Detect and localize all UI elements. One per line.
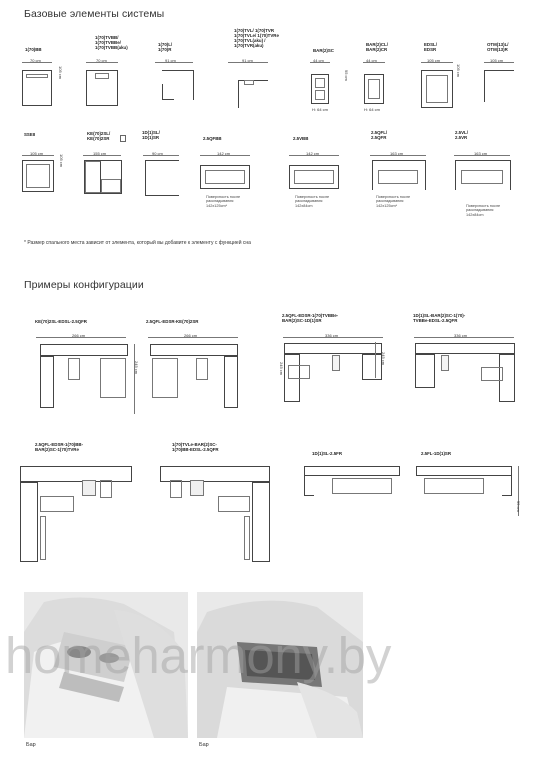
depth-label: 105 cm <box>58 66 63 80</box>
corner-run <box>252 482 270 562</box>
armrest <box>162 84 174 100</box>
seat <box>101 179 121 193</box>
seat <box>378 170 418 184</box>
width-label: 266 cm <box>184 333 198 338</box>
bar-photo-open <box>197 592 363 738</box>
unfold-note: Поверхность после раскладывания 142x84cm <box>466 204 501 217</box>
bar-module <box>82 480 96 496</box>
module-outline <box>289 165 339 189</box>
seat <box>152 358 178 398</box>
config-layout <box>160 466 270 564</box>
width-label: 105 cm <box>427 58 441 63</box>
unfold-note: Поверхность после раскладывания 142x125cm* <box>376 195 411 208</box>
watermark: homeharmony.by <box>5 627 392 684</box>
element-code: 2.5QFBB <box>203 136 222 141</box>
backrest <box>26 74 48 78</box>
seat <box>481 367 503 381</box>
width-label: 142 cm <box>217 151 231 156</box>
back-run <box>150 344 238 356</box>
bar-photo-closed <box>24 592 188 738</box>
end-module <box>502 476 512 496</box>
sofa-illustration <box>197 592 363 738</box>
bar-module <box>332 355 340 371</box>
module-outline <box>22 70 52 106</box>
width-label: 44 cm <box>366 58 377 63</box>
width-label: 266 cm <box>72 333 86 338</box>
chaise <box>85 161 101 193</box>
config-layout <box>415 343 515 403</box>
element-code: 1(70)L/ 1(70)R <box>158 42 173 52</box>
tv-insert <box>244 80 254 85</box>
depth-label: 245 cm <box>381 352 386 366</box>
bar-module <box>190 480 204 496</box>
bar-tray <box>368 79 380 99</box>
element-code: EDSL/ EDSR <box>424 42 437 52</box>
element-code: 1(70)BB <box>25 47 42 52</box>
seat <box>218 496 250 512</box>
width-label: 105 cm <box>490 58 504 63</box>
section-title-config-examples: Примеры конфигурации <box>24 279 144 291</box>
depth-label: 95 cm <box>344 70 349 81</box>
width-label: 70 cm <box>96 58 107 63</box>
element-code: SSEII <box>24 132 36 137</box>
width-label: 70 cm <box>30 58 41 63</box>
chaise-run <box>224 356 238 408</box>
element-code: BAR(2)CL/ BAR(2)CR <box>366 42 388 52</box>
seat <box>100 358 126 398</box>
dimension-line <box>134 344 135 414</box>
cupholder-panel <box>315 90 325 100</box>
config-code: KE(70)2SL-EDSL-2.5QFR <box>35 319 87 324</box>
config-code: 1D(1)SL-BAR(2)SC-1(70)- TVBBe-EDSL-2.5QFR <box>413 313 466 323</box>
depth-label: 105 cm <box>456 64 461 78</box>
seat <box>426 75 448 103</box>
width-label: 44 cm <box>313 58 324 63</box>
seat <box>40 496 74 512</box>
back-run <box>284 343 382 354</box>
photo-caption: Бар <box>26 742 36 748</box>
photo-caption: Бар <box>199 742 209 748</box>
seat <box>424 478 484 494</box>
corner-run <box>20 482 38 562</box>
depth-label: 245 cm <box>279 362 284 376</box>
config-code: 2.5QFL-EDSR-1(70)TVBBe- BAR(2)SC-1D(1)SR <box>282 313 339 323</box>
config-layout <box>416 466 512 496</box>
module-outline <box>200 165 250 189</box>
sofa-illustration <box>24 592 188 738</box>
element-code: KE(70)2SL/ KE(70)2SR <box>87 131 111 141</box>
bar-module <box>441 355 449 371</box>
width-label: 105 cm <box>30 151 44 156</box>
element-code: OTM(13)L/ OTM(13)R <box>487 42 509 52</box>
tv-module <box>100 480 112 498</box>
element-code: 1(70)TVL/ 1(70)TVR 1(70)TVLe/ 1(70)TVRe 1(70)TVL(aku) / 1(70)TVR(aku) <box>234 28 279 48</box>
tv-module <box>170 480 182 498</box>
config-layout <box>304 466 400 496</box>
config-layout <box>20 466 132 564</box>
module-outline <box>145 160 179 196</box>
unfold-note: Поверхность после раскладывания 142x84cm <box>295 195 330 208</box>
depth-label: 99 cm <box>516 501 521 512</box>
width-label: 142 cm <box>306 151 320 156</box>
width-label: 163 cm <box>390 151 404 156</box>
element-code: BAR(2)SC <box>313 48 334 53</box>
dimension-line <box>375 342 376 378</box>
section-title-base-elements: Базовые элементы системы <box>24 8 165 20</box>
footnote: * Размер спального места зависит от элемента, который вы добавите к элементу с функцией сна <box>24 240 251 246</box>
config-layout <box>284 343 382 403</box>
width-label: 90 cm <box>152 151 163 156</box>
module-outline <box>484 70 514 102</box>
seat <box>68 358 80 380</box>
back-run <box>416 466 512 476</box>
element-code: 1D(1)SL/ 1D(1)SR <box>142 130 160 140</box>
module-outline <box>421 70 453 108</box>
end-module <box>304 476 314 496</box>
end-module <box>362 354 382 380</box>
module-outline <box>311 74 329 104</box>
height-label: H: 64 cm <box>364 107 381 112</box>
width-label: 91 cm <box>242 58 253 63</box>
width-label: 336 cm <box>454 333 468 338</box>
config-code: 2.5QFL-EDSR-1(70)BB- BAR(2)SC-1(70)TVRe <box>35 442 84 452</box>
seat <box>288 365 310 379</box>
width-label: 155 cm <box>93 151 107 156</box>
seat <box>244 516 250 560</box>
seat <box>196 358 208 380</box>
cupholder-panel <box>315 78 325 88</box>
unfold-note: Поверхность после раскладывания 142x125cm* <box>206 195 241 208</box>
seat <box>26 164 50 188</box>
seat <box>294 170 334 184</box>
seat <box>205 170 245 184</box>
element-code: 2.5VL/ 2.5VR <box>455 130 468 140</box>
config-code: 2.5FL-1D(1)SR <box>421 451 452 456</box>
config-layout <box>150 344 238 414</box>
config-code: 2.5QFL-EDSR-KE(70)2SR <box>146 319 199 324</box>
back-run <box>415 343 515 354</box>
module-outline <box>364 74 384 104</box>
tv-insert <box>95 73 109 79</box>
seat <box>40 516 46 560</box>
mini-icon <box>120 135 126 142</box>
seat <box>461 170 503 184</box>
module-outline <box>22 160 54 192</box>
width-label: 163 cm <box>474 151 488 156</box>
config-code: 1D(1)SL-2.5FR <box>312 451 343 456</box>
back-run <box>20 466 132 482</box>
config-layout <box>40 344 128 414</box>
seat <box>332 478 392 494</box>
chaise-run <box>40 356 54 408</box>
back-run <box>40 344 128 356</box>
depth-label: 245 cm <box>134 361 139 375</box>
element-code: 2.5VBB <box>293 136 309 141</box>
end-module <box>415 354 435 388</box>
depth-label: 105 cm <box>59 154 64 168</box>
module-outline <box>84 160 122 194</box>
back-run <box>304 466 400 476</box>
module-outline <box>86 70 118 106</box>
element-code: 2.5QFL/ 2.5QFR <box>371 130 388 140</box>
width-label: 336 cm <box>325 333 339 338</box>
element-code: 1(70)TVBB/ 1(70)TVBBe/ 1(70)TVBB(aku) <box>95 35 128 50</box>
config-code: 1(70)TVLe-BAR(2)SC- 1(70)BB-EDSL-2.5QFR <box>172 442 219 452</box>
height-label: H: 64 cm <box>312 107 329 112</box>
width-label: 91 cm <box>165 58 176 63</box>
